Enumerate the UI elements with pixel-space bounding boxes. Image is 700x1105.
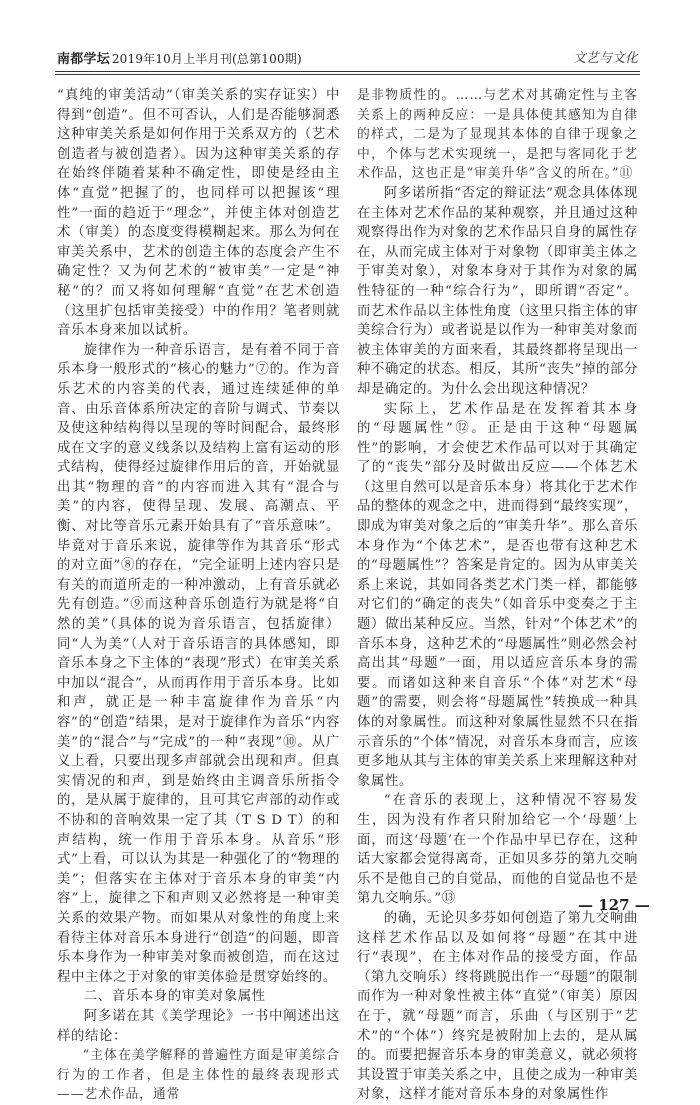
paragraph: 阿多诺所指“否定的辩证法”观念具体体现在主体对艺术作品的某种观察，并且通过这种观察得出作为对象的艺术作品只自身的属性存在，从而完成主体对于对象物（即审美主体之于审美对象），对象本身对于其作为对象的属性特征的一种“综合行为”，即所谓“否定”。而艺术作品以主体性角度（这里只指主体的审美综合行为）或者说是以作为一种审美对象而被主体审美的方面来看，其最终都将呈现出一种不确定的状态。相反，其所“丧失”掉的部分却是确定的。为什么会出现这种情况？: [357, 185, 638, 397]
header-rule: [55, 71, 640, 72]
paragraph: 阿多诺在其《美学理论》一书中阐述出这样的结论：: [57, 1008, 340, 1044]
journal-name: 南都学坛: [57, 52, 110, 67]
section-title: 文艺与文化: [572, 51, 638, 66]
paragraph: 实际上，艺术作品是在发挥着其本身的“母题属性”⑫。正是由于这种“母题属性”的影响，才会使艺术作品可以对于其确定了的“丧失”部分及时做出反应——个体艺术（这里自然可以是音乐本身）将其化于艺术作品的整体的观念之中，进而得到“最终实现”，即成为审美对象之后的“审美升华”。那么音乐本身作为“个体艺术”，是否也带有这种艺术的“母题属性”？答案是肯定的。因为从审美关系上来说，其如同各类艺术门类一样，都能够对它们的“确定的丧失”（如音乐中变奏之于主题）做出某种反应。当然，针对“个体艺术”的音乐本身，这种艺术的“母题属性”则必然会衬高出其“母题”一面，用以适应音乐本身的需要。而诸如这种来自音乐“个体”对艺术“母题”的需要，则会将“母题属性”转换成一种具体的对象属性。而这种对象属性显然不只在指示音乐的“个体”情况，对音乐本身而言，应该更多地从其与主体的审美关系上来理解这种对象属性。: [357, 401, 638, 789]
paragraph: 的确，无论贝多芬如何创造了第九交响曲这样艺术作品以及如何将“母题”在其中进行“表现”，在主体对作品的接受方面，作品（第九交响乐）终将跳脱出作一“母题”的限制而作为一种对象性被主体“直觉”（审美）原因在于，就“母题”而言，乐曲（与区别于“艺术”的“个体”）终究是被附加上去的，是从属的。而要把握音乐本身的审美意义，就必须将其设置于审美关系之中，且使之成为一种审美对象，这样才能对音乐本身的对象属性作: [357, 910, 638, 1103]
page-number: — 127 —: [578, 896, 650, 914]
right-column: [357, 86, 638, 1105]
paragraph: “真纯的审美活动”（审美关系的实存证实）中得到“创造”。但不可否认，人们是否能够洞悉这种审美关系是如何作用于关系双方的（艺术创造者与被创造者）。因为这种审美关系的存在始终伴随着某种不确定性，即使是经由主体“直觉”把握了的，也同样可以把握该“理性”一面的趋近于“理念”，并使主体对创造艺术（审美）的态度变得模糊起来。那么为何在审美关系中，艺术的创造主体的态度会产生不确定性？又为何艺术的“被审美”一定是“神秘”的？而又将如何理解“直觉”在艺术创造（这里扩包括审美接受）中的作用？笔者则就音乐本身来加以试析。: [57, 88, 340, 339]
section-heading: 二、音乐本身的审美对象属性: [83, 989, 266, 1005]
left-column: [57, 86, 340, 1105]
running-header: [57, 48, 302, 67]
quoted-paragraph: “在音乐的表现上，这种情况不容易发生，因为没有作者只附加给它一个‘母题’上面，而这‘母题’在一个作品中早已存在，这种话大家都会觉得离奇，正如贝多芬的第九交响乐不是他自己的自觉品，而他的自觉品也不是第九交响乐。”⑬: [357, 793, 638, 907]
issue-info: 2019年10月上半月刊(总第100期): [111, 52, 302, 66]
paragraph: 旋律作为一种音乐语言，是有着不同于音乐本身一般形式的“核心的魅力”⑦的。作为音乐艺术的内容美的代表，通过连续延伸的单音、由乐音体系所决定的音阶与调式、节奏以及使这种结构得以呈现的等时间配合，最终形成在文字的意义线条以及结构上富有运动的形式结构，使得经过旋律作用后的音，开始就显出其“物理的音”的内容而进入其有“混合与美”的内容，使得呈现、发展、高潮点、平衡、对比等音乐元素开始具有了“音乐意味”。毕竟对于音乐来说，旋律等作为其音乐“形式的对立面”⑧的存在，“完全证明上述内容只是有关的而道所走的一种冲激动，上有音乐就必先有创造。”⑨而这种音乐创造行为就是将“自然的美”（具体的说为音乐语言，包括旋律）同“人为美”（人对于音乐语言的具体感知，即音乐本身之下主体的“表现”形式）在审美关系中加以“混合”，从而再作用于音乐本身。比如和声，就正是一种丰富旋律作为音乐“内容”的“创造”结果，是对于旋律作为音乐“内容美”的“混合”与“完成”的一种“表现”⑩。从广义上看，只要出现多声部就会出现和声。但真实情况的和声，到是始终由主调音乐所指令的，是从属于旋律的，且可其它声部的动作或不协和的音响效果一定了其（T S D T）的和声结构，统一作用于音乐本身。从音乐“形式”上看，可以认为其是一种强化了的“物理的美”；但落实在主体对于音乐本身的审美“内容”上，旋律之下和声则又必然将是一种审美关系的效果产物。而如果从对象性的角度上来看待主体对音乐本身进行“创造”的问题，即音乐本身作为一种审美对象而被创造，而在这过程中主体之于对象的审美体验是贯穿始终的。: [57, 342, 340, 985]
block-quote: “主体在美学解释的普遍性方面是审美综合行为的工作者，但是主体性的最终表现形式——艺术作品，通常: [57, 1048, 340, 1103]
header-rule-thin: [55, 74, 640, 75]
block-quote-continued: 是非物质性的。……与艺术对其确定性与主客关系上的两种反应：一是具体使其感知为自律的样式，二是为了显现其本体的自律于现象之中，个体与艺术实现统一，是把与客同化于艺术作品，这也正是“审美升华”含义的所在。”⑪: [357, 88, 638, 182]
